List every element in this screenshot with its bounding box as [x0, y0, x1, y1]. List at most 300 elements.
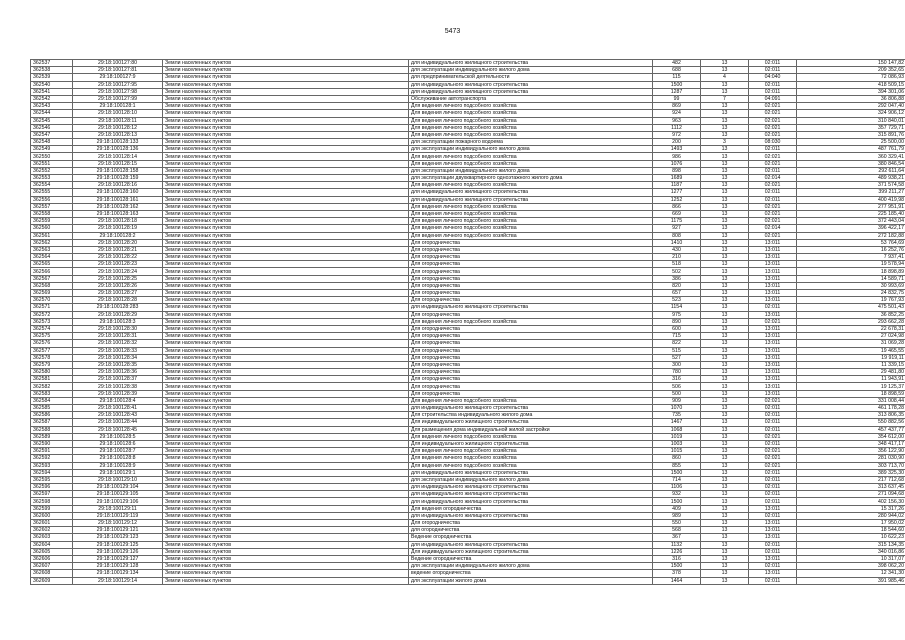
- cell-code: 13:011: [749, 297, 797, 304]
- cell-land-category: Земли населенных пунктов: [163, 419, 409, 426]
- cell-cadastral-number: 29:18:100128:162: [73, 203, 163, 210]
- cell-id: 362562: [31, 239, 73, 246]
- cell-value: 315 891,76: [797, 131, 905, 138]
- cell-area: 1015: [653, 448, 701, 455]
- cell-id: 362552: [31, 167, 73, 174]
- cell-permitted-use: для эксплуатации двухквартирного одноэтажного жилого дома: [409, 175, 653, 182]
- cell-area: 735: [653, 412, 701, 419]
- cell-land-category: Земли населенных пунктов: [163, 383, 409, 390]
- cell-area: 932: [653, 491, 701, 498]
- cell-cadastral-number: 29:18:100128:25: [73, 275, 163, 282]
- cell-area: 1500: [653, 469, 701, 476]
- cell-value: 396 422,17: [797, 225, 905, 232]
- cell-code: 02:011: [749, 304, 797, 311]
- table-row: [31, 153, 905, 160]
- cell-permitted-use: Для ведения личного подсобного хозяйства: [409, 110, 653, 117]
- cell-area: 1106: [653, 484, 701, 491]
- cell-cadastral-number: 29:18:100127:9: [73, 74, 163, 81]
- table-row: [31, 239, 905, 246]
- cell-area: 1019: [653, 433, 701, 440]
- cell-zone: 13: [701, 469, 749, 476]
- cell-land-category: Земли населенных пунктов: [163, 95, 409, 102]
- cell-value: 24 832,75: [797, 290, 905, 297]
- cell-code: 02:021: [749, 433, 797, 440]
- cell-zone: 13: [701, 534, 749, 541]
- cell-cadastral-number: 29:18:100128:14: [73, 153, 163, 160]
- cell-code: 13:011: [749, 311, 797, 318]
- cell-permitted-use: Для огородничества: [409, 246, 653, 253]
- cell-id: 362556: [31, 196, 73, 203]
- cell-id: 362538: [31, 67, 73, 74]
- cell-id: 362539: [31, 74, 73, 81]
- table-row: [31, 527, 905, 534]
- cell-id: 362591: [31, 448, 73, 455]
- cell-permitted-use: для эксплуатации индивидуального жилого дома: [409, 167, 653, 174]
- cell-zone: 13: [701, 103, 749, 110]
- cell-id: 362595: [31, 476, 73, 483]
- cell-zone: 13: [701, 577, 749, 584]
- cell-land-category: Земли населенных пунктов: [163, 512, 409, 519]
- cell-value: 340 016,86: [797, 548, 905, 555]
- cell-zone: 13: [701, 297, 749, 304]
- cell-id: 362537: [31, 60, 73, 67]
- cell-code: 02:021: [749, 124, 797, 131]
- cell-id: 362587: [31, 419, 73, 426]
- cell-area: 200: [653, 139, 701, 146]
- cell-id: 362553: [31, 175, 73, 182]
- cell-cadastral-number: 29:18:100129:11: [73, 505, 163, 512]
- table-row: [31, 196, 905, 203]
- cell-zone: 13: [701, 117, 749, 124]
- cell-land-category: Земли населенных пунктов: [163, 520, 409, 527]
- table-row: [31, 124, 905, 131]
- cell-permitted-use: Для огородничества: [409, 261, 653, 268]
- cell-id: 362554: [31, 182, 73, 189]
- cell-cadastral-number: 29:18:100128:20: [73, 239, 163, 246]
- cell-permitted-use: Для ведения личного подсобного хозяйства: [409, 455, 653, 462]
- cell-code: 02:011: [749, 419, 797, 426]
- table-row: [31, 498, 905, 505]
- cell-id: 362567: [31, 275, 73, 282]
- cell-area: 820: [653, 282, 701, 289]
- cell-code: 02:014: [749, 225, 797, 232]
- cell-area: 986: [653, 153, 701, 160]
- cell-code: 02:011: [749, 88, 797, 95]
- cell-area: 378: [653, 570, 701, 577]
- cell-area: 523: [653, 297, 701, 304]
- cell-area: 482: [653, 60, 701, 67]
- cell-area: 1464: [653, 577, 701, 584]
- table-row: [31, 81, 905, 88]
- cell-cadastral-number: 29:18:100128:5: [73, 433, 163, 440]
- cell-area: 1410: [653, 239, 701, 246]
- table-row: [31, 275, 905, 282]
- cell-code: 02:021: [749, 462, 797, 469]
- cell-code: 02:021: [749, 232, 797, 239]
- cell-land-category: Земли населенных пунктов: [163, 577, 409, 584]
- cell-cadastral-number: 29:18:100128:37: [73, 376, 163, 383]
- cell-cadastral-number: 29:18:100129:121: [73, 527, 163, 534]
- cell-cadastral-number: 29:18:100128:38: [73, 383, 163, 390]
- table-row: [31, 541, 905, 548]
- cell-code: 02:011: [749, 498, 797, 505]
- cell-area: 99: [653, 95, 701, 102]
- cell-cadastral-number: 29:18:100128:34: [73, 354, 163, 361]
- cell-value: 18 898,89: [797, 268, 905, 275]
- cell-land-category: Земли населенных пунктов: [163, 325, 409, 332]
- cell-id: 362607: [31, 563, 73, 570]
- cell-permitted-use: Ведение огородничества: [409, 534, 653, 541]
- table-row: [31, 340, 905, 347]
- cell-code: 13:011: [749, 325, 797, 332]
- cell-code: 02:011: [749, 484, 797, 491]
- cell-id: 362593: [31, 462, 73, 469]
- table-row: [31, 520, 905, 527]
- table-row: [31, 88, 905, 95]
- cell-zone: 13: [701, 440, 749, 447]
- cell-id: 362604: [31, 541, 73, 548]
- cell-zone: 13: [701, 246, 749, 253]
- cell-area: 1689: [653, 175, 701, 182]
- cell-code: 02:021: [749, 182, 797, 189]
- cell-code: 02:011: [749, 146, 797, 153]
- cell-value: 10 622,23: [797, 534, 905, 541]
- cell-code: 13:011: [749, 354, 797, 361]
- table-row: [31, 246, 905, 253]
- cell-cadastral-number: 29:18:100128:4: [73, 397, 163, 404]
- cell-id: 362576: [31, 340, 73, 347]
- cell-cadastral-number: 29:18:100128:32: [73, 340, 163, 347]
- cell-permitted-use: для индивидуального жилищного строительства: [409, 498, 653, 505]
- cell-value: 19 125,37: [797, 383, 905, 390]
- cell-area: 1500: [653, 498, 701, 505]
- cell-land-category: Земли населенных пунктов: [163, 167, 409, 174]
- cell-value: 293 662,28: [797, 318, 905, 325]
- cell-area: 1175: [653, 218, 701, 225]
- cell-id: 362609: [31, 577, 73, 584]
- cell-code: 13:011: [749, 282, 797, 289]
- cell-area: 657: [653, 290, 701, 297]
- cell-id: 362551: [31, 160, 73, 167]
- cell-code: 02:011: [749, 60, 797, 67]
- cell-permitted-use: Для ведения личного подсобного хозяйства: [409, 318, 653, 325]
- cell-value: 402 156,30: [797, 498, 905, 505]
- cell-permitted-use: для эксплуатации индивидуального жилого дома: [409, 476, 653, 483]
- table-row: [31, 512, 905, 519]
- table-row: [31, 160, 905, 167]
- cell-zone: 7: [701, 95, 749, 102]
- cell-cadastral-number: 29:18:100128:6: [73, 440, 163, 447]
- cell-area: 527: [653, 354, 701, 361]
- cell-permitted-use: Для ведения личного подсобного хозяйства: [409, 433, 653, 440]
- table-row: [31, 433, 905, 440]
- cell-permitted-use: Для огородничества: [409, 290, 653, 297]
- table-row: [31, 311, 905, 318]
- cell-cadastral-number: 29:18:100129:127: [73, 555, 163, 562]
- table-row: [31, 268, 905, 275]
- cell-cadastral-number: 29:18:100128:2: [73, 232, 163, 239]
- table-row: [31, 318, 905, 325]
- cell-value: 489 938,21: [797, 175, 905, 182]
- table-row: [31, 354, 905, 361]
- cell-land-category: Земли населенных пунктов: [163, 570, 409, 577]
- cell-cadastral-number: 29:18:100128:45: [73, 426, 163, 433]
- cell-land-category: Земли населенных пунктов: [163, 196, 409, 203]
- cell-zone: 13: [701, 397, 749, 404]
- cell-id: 362600: [31, 512, 73, 519]
- cell-area: 1493: [653, 146, 701, 153]
- cell-cadastral-number: 29:18:100129:119: [73, 512, 163, 519]
- cell-permitted-use: Для огородничества: [409, 282, 653, 289]
- cell-cadastral-number: 29:18:100128:33: [73, 347, 163, 354]
- cell-cadastral-number: 29:18:100129:126: [73, 548, 163, 555]
- cell-permitted-use: для индивидуального жилищного строительства: [409, 484, 653, 491]
- cell-land-category: Земли населенных пунктов: [163, 290, 409, 297]
- cell-zone: 13: [701, 167, 749, 174]
- cell-permitted-use: Для размещения дома индивидуальной жилой застройки: [409, 426, 653, 433]
- cell-permitted-use: Для огородничества: [409, 340, 653, 347]
- cell-id: 362596: [31, 484, 73, 491]
- cell-code: 13:011: [749, 261, 797, 268]
- cell-id: 362563: [31, 246, 73, 253]
- cell-area: 855: [653, 462, 701, 469]
- cell-id: 362578: [31, 354, 73, 361]
- cell-value: 371 574,58: [797, 182, 905, 189]
- cell-land-category: Земли населенных пунктов: [163, 232, 409, 239]
- cell-permitted-use: Для огородничества: [409, 297, 653, 304]
- table-row: [31, 426, 905, 433]
- cell-land-category: Земли населенных пунктов: [163, 246, 409, 253]
- cell-area: 866: [653, 203, 701, 210]
- cell-code: 02:011: [749, 67, 797, 74]
- cell-zone: 13: [701, 491, 749, 498]
- cell-cadastral-number: 29:18:100129:128: [73, 563, 163, 570]
- cell-permitted-use: для эксплуатации индивидуального жилого дома: [409, 146, 653, 153]
- cell-land-category: Земли населенных пунктов: [163, 491, 409, 498]
- cell-zone: 13: [701, 563, 749, 570]
- table-row: [31, 534, 905, 541]
- cell-area: 502: [653, 268, 701, 275]
- cell-cadastral-number: 29:18:100128:35: [73, 361, 163, 368]
- cell-value: 292 611,64: [797, 167, 905, 174]
- cell-code: 02:021: [749, 160, 797, 167]
- table-row: [31, 139, 905, 146]
- table-row: [31, 397, 905, 404]
- cell-id: 362540: [31, 81, 73, 88]
- table-row: [31, 455, 905, 462]
- cell-cadastral-number: 29:18:100128:163: [73, 210, 163, 217]
- cell-code: 13:011: [749, 534, 797, 541]
- cell-cadastral-number: 29:18:100128:158: [73, 167, 163, 174]
- cell-permitted-use: для индивидуального жилищного строительства: [409, 512, 653, 519]
- cell-value: 391 985,46: [797, 577, 905, 584]
- cell-zone: 13: [701, 318, 749, 325]
- cell-code: 02:014: [749, 175, 797, 182]
- cell-area: 1003: [653, 440, 701, 447]
- cell-code: 04:091: [749, 95, 797, 102]
- table-row: [31, 469, 905, 476]
- cell-land-category: Земли населенных пунктов: [163, 254, 409, 261]
- cell-zone: 13: [701, 196, 749, 203]
- cell-land-category: Земли населенных пунктов: [163, 175, 409, 182]
- cell-land-category: Земли населенных пунктов: [163, 455, 409, 462]
- cell-cadastral-number: 29:18:100128:1: [73, 103, 163, 110]
- cell-cadastral-number: 29:18:100129:104: [73, 484, 163, 491]
- cell-id: 362598: [31, 498, 73, 505]
- cell-zone: 13: [701, 354, 749, 361]
- table-row: [31, 146, 905, 153]
- cell-code: 13:011: [749, 340, 797, 347]
- cell-land-category: Земли населенных пунктов: [163, 548, 409, 555]
- cell-zone: 13: [701, 110, 749, 117]
- cell-id: 362555: [31, 189, 73, 196]
- cell-id: 362582: [31, 383, 73, 390]
- cell-code: 02:011: [749, 548, 797, 555]
- cell-permitted-use: Для ведения личного подсобного хозяйства: [409, 103, 653, 110]
- cell-value: 36 852,25: [797, 311, 905, 318]
- cell-id: 362592: [31, 455, 73, 462]
- table-row: [31, 182, 905, 189]
- cell-zone: 13: [701, 261, 749, 268]
- cell-area: 367: [653, 534, 701, 541]
- cell-value: 303 713,70: [797, 462, 905, 469]
- cell-code: 02:011: [749, 412, 797, 419]
- table-row: [31, 361, 905, 368]
- cell-id: 362574: [31, 325, 73, 332]
- table-row: [31, 167, 905, 174]
- table-row: [31, 555, 905, 562]
- cell-permitted-use: Для огородничества: [409, 347, 653, 354]
- cell-land-category: Земли населенных пунктов: [163, 182, 409, 189]
- cell-land-category: Земли населенных пунктов: [163, 469, 409, 476]
- cell-area: 715: [653, 333, 701, 340]
- cell-land-category: Земли населенных пунктов: [163, 139, 409, 146]
- cell-code: 02:021: [749, 153, 797, 160]
- cell-area: 927: [653, 225, 701, 232]
- cell-value: 22 678,31: [797, 325, 905, 332]
- cell-land-category: Земли населенных пунктов: [163, 110, 409, 117]
- table-row: [31, 67, 905, 74]
- cell-area: 890: [653, 318, 701, 325]
- cell-land-category: Земли населенных пунктов: [163, 225, 409, 232]
- table-row: [31, 570, 905, 577]
- cell-cadastral-number: 29:18:100128:36: [73, 369, 163, 376]
- cell-value: 418 509,15: [797, 81, 905, 88]
- table-row: [31, 419, 905, 426]
- cell-id: 362583: [31, 390, 73, 397]
- cell-land-category: Земли населенных пунктов: [163, 311, 409, 318]
- table-row: [31, 290, 905, 297]
- cell-land-category: Земли населенных пунктов: [163, 131, 409, 138]
- cell-area: 1226: [653, 548, 701, 555]
- cell-value: 310 840,01: [797, 117, 905, 124]
- cell-land-category: Земли населенных пунктов: [163, 189, 409, 196]
- cell-permitted-use: для эксплуатации жилого дома: [409, 577, 653, 584]
- table-row: [31, 548, 905, 555]
- cell-value: 29 481,80: [797, 369, 905, 376]
- cell-permitted-use: Для огородничества: [409, 254, 653, 261]
- cell-land-category: Земли населенных пунктов: [163, 67, 409, 74]
- cell-cadastral-number: 29:18:100128:26: [73, 282, 163, 289]
- cell-value: 348 417,17: [797, 440, 905, 447]
- cell-area: 898: [653, 167, 701, 174]
- cell-value: 30 993,69: [797, 282, 905, 289]
- table-row: [31, 232, 905, 239]
- cell-zone: 4: [701, 74, 749, 81]
- cell-zone: 13: [701, 570, 749, 577]
- cell-value: 7 937,41: [797, 254, 905, 261]
- cell-cadastral-number: 29:18:100128:22: [73, 254, 163, 261]
- cell-land-category: Земли населенных пунктов: [163, 218, 409, 225]
- cell-value: 277 951,91: [797, 203, 905, 210]
- cell-id: 362573: [31, 318, 73, 325]
- cell-code: 13:011: [749, 520, 797, 527]
- cell-permitted-use: Для огородничества: [409, 239, 653, 246]
- cell-land-category: Земли населенных пунктов: [163, 282, 409, 289]
- cell-zone: 13: [701, 369, 749, 376]
- table-row: [31, 577, 905, 584]
- cell-area: 500: [653, 390, 701, 397]
- cell-land-category: Земли населенных пунктов: [163, 484, 409, 491]
- cell-id: 362545: [31, 117, 73, 124]
- cell-value: 72 086,93: [797, 74, 905, 81]
- cell-id: 362547: [31, 131, 73, 138]
- cell-land-category: Земли населенных пунктов: [163, 153, 409, 160]
- table-row: [31, 261, 905, 268]
- cell-code: 13:011: [749, 275, 797, 282]
- cell-value: 400 419,98: [797, 196, 905, 203]
- cell-id: 362564: [31, 254, 73, 261]
- cell-land-category: Земли населенных пунктов: [163, 563, 409, 570]
- cell-zone: 13: [701, 505, 749, 512]
- cell-zone: 13: [701, 376, 749, 383]
- cell-id: 362565: [31, 261, 73, 268]
- cell-permitted-use: Для ведения личного подсобного хозяйства: [409, 232, 653, 239]
- cell-area: 300: [653, 361, 701, 368]
- cell-id: 362541: [31, 88, 73, 95]
- cell-code: 02:011: [749, 469, 797, 476]
- cell-value: 14 589,71: [797, 275, 905, 282]
- cell-permitted-use: Для ведения личного подсобного хозяйства: [409, 225, 653, 232]
- cell-zone: 13: [701, 484, 749, 491]
- cell-land-category: Земли населенных пунктов: [163, 261, 409, 268]
- cell-id: 362549: [31, 146, 73, 153]
- cell-code: 02:011: [749, 167, 797, 174]
- cell-permitted-use: Для индивидуального жилищного строительства: [409, 419, 653, 426]
- cell-id: 362572: [31, 311, 73, 318]
- cell-zone: 13: [701, 361, 749, 368]
- cell-id: 362585: [31, 405, 73, 412]
- cell-area: 822: [653, 340, 701, 347]
- cell-id: 362590: [31, 440, 73, 447]
- cell-value: 292 047,40: [797, 103, 905, 110]
- table-row: [31, 304, 905, 311]
- cell-permitted-use: для индивидуального жилищного строительства: [409, 541, 653, 548]
- cell-area: 316: [653, 376, 701, 383]
- cell-zone: 13: [701, 67, 749, 74]
- table-row: [31, 376, 905, 383]
- cell-id: 362606: [31, 555, 73, 562]
- cell-value: 394 301,06: [797, 88, 905, 95]
- cell-land-category: Земли населенных пунктов: [163, 412, 409, 419]
- cell-value: 313 637,45: [797, 484, 905, 491]
- cell-land-category: Земли населенных пунктов: [163, 462, 409, 469]
- cell-value: 19 578,94: [797, 261, 905, 268]
- cell-permitted-use: Для ведения личного подсобного хозяйства: [409, 203, 653, 210]
- cell-zone: 13: [701, 160, 749, 167]
- cell-land-category: Земли населенных пунктов: [163, 361, 409, 368]
- cell-permitted-use: для индивидуального жилищного строительства: [409, 60, 653, 67]
